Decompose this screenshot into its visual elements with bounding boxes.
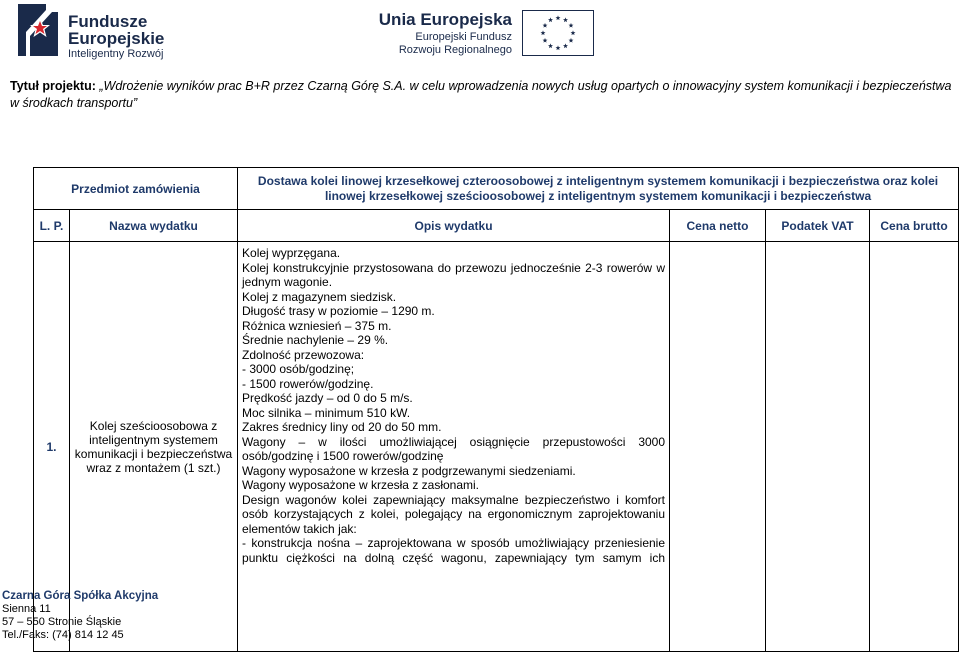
desc-line: Design wagonów kolei zapewniający maksymalne bezpieczeństwo i komfort osób korzystających z kolei, polegający na ergonomicznym zaprojektowaniu elementów takich jak:	[242, 492, 666, 536]
desc-line: Różnica wzniesień – 375 m.	[242, 318, 392, 333]
fe-logo-line2: Europejskie	[68, 29, 165, 48]
project-title	[10, 78, 955, 112]
desc-line: Moc silnika – minimum 510 kW.	[242, 405, 411, 420]
unia-europejska-logo	[378, 4, 594, 56]
desc-line: Kolej wyprzęgana.	[242, 246, 341, 260]
footer-address2: 57 – 550 Stronie Śląskie	[2, 616, 122, 628]
desc-line: - 3000 osób/godzinę;	[242, 362, 355, 376]
table-row	[34, 242, 959, 652]
row-gross-price	[870, 242, 959, 652]
ue-logo-line3: Rozwoju Regionalnego	[398, 44, 512, 56]
subject-row	[34, 168, 959, 210]
desc-line: Wagony wyposażone w krzesła z zasłonami.	[242, 478, 480, 492]
desc-line: - konstrukcja nośna – zaprojektowana w sposób umożliwiający przeniesienie punktu ciężkości na dolną część wagonu, zapewniający tym samym ich	[242, 536, 666, 565]
col-name: Nazwa wydatku	[70, 210, 238, 242]
desc-line: Wagony – w ilości umożliwiającej osiągnięcie przepustowości 3000 osób/godzinę i 1500 rowerów/godzinę	[242, 434, 666, 463]
subject-value: Dostawa kolei linowej krzesełkowej czteroosobowej z inteligentnym systemem komunikacji i bezpieczeństwa oraz kolei linowej krzesełkowej sześcioosobowej z inteligentnym systemem komunikacji i bezpieczeństwa	[238, 168, 959, 210]
specification-table	[33, 167, 959, 652]
desc-line: Kolej konstrukcyjnie przystosowana do przewozu jednocześnie 2-3 rowerów w jednym wagonie.	[242, 260, 666, 289]
footer-phone: Tel./Faks: (74) 814 12 45	[2, 629, 124, 641]
col-gross: Cena brutto	[870, 210, 959, 242]
footer-company: Czarna Góra Spółka Akcyjna	[2, 590, 159, 602]
col-vat: Podatek VAT	[766, 210, 870, 242]
column-header-row	[34, 210, 959, 242]
row-net-price	[670, 242, 766, 652]
row-vat	[766, 242, 870, 652]
european-funds-star-icon	[16, 4, 60, 56]
fundusze-europejskie-logo	[16, 4, 196, 60]
desc-line: Wagony wyposażone w krzesła z podgrzewanymi siedzeniami.	[242, 463, 576, 478]
footer-address1: Sienna 11	[2, 603, 51, 615]
fe-logo-line3: Inteligentny Rozwój	[68, 48, 164, 60]
desc-line: - 1500 rowerów/godzinę.	[242, 376, 374, 391]
desc-line: Kolej z magazynem siedzisk.	[242, 289, 397, 304]
desc-line: Zakres średnicy liny od 20 do 50 mm.	[242, 420, 442, 434]
project-title-value: „Wdrożenie wyników prac B+R przez Czarną Górę S.A. w celu wprowadzenia nowych usług opartych o innowacyjny system komunikacji i bezpieczeństwa w środkach transportu”	[10, 79, 952, 110]
desc-line: Zdolność przewozowa:	[242, 347, 365, 362]
company-footer	[2, 590, 158, 642]
row-name: Kolej sześcioosobowa z inteligentnym systemem komunikacji i bezpieczeństwa wraz z montażem (1 szt.)	[70, 242, 238, 652]
fe-logo-line1: Fundusze	[68, 12, 148, 31]
col-desc: Opis wydatku	[238, 210, 670, 242]
desc-line: Długość trasy w poziomie – 1290 m.	[242, 304, 435, 318]
desc-line: Prędkość jazdy – od 0 do 5 m/s.	[242, 391, 413, 405]
subject-label: Przedmiot zamówienia	[34, 168, 238, 210]
row-lp: 1.	[34, 242, 70, 652]
row-description	[238, 242, 670, 652]
col-lp: L. P.	[34, 210, 70, 242]
ue-logo-line2: Europejski Fundusz	[415, 31, 512, 43]
desc-line: Średnie nachylenie – 29 %.	[242, 333, 389, 347]
eu-flag-icon	[522, 10, 594, 56]
col-net: Cena netto	[670, 210, 766, 242]
ue-logo-line1: Unia Europejska	[378, 10, 512, 29]
project-title-label: Tytuł projektu:	[10, 79, 96, 93]
